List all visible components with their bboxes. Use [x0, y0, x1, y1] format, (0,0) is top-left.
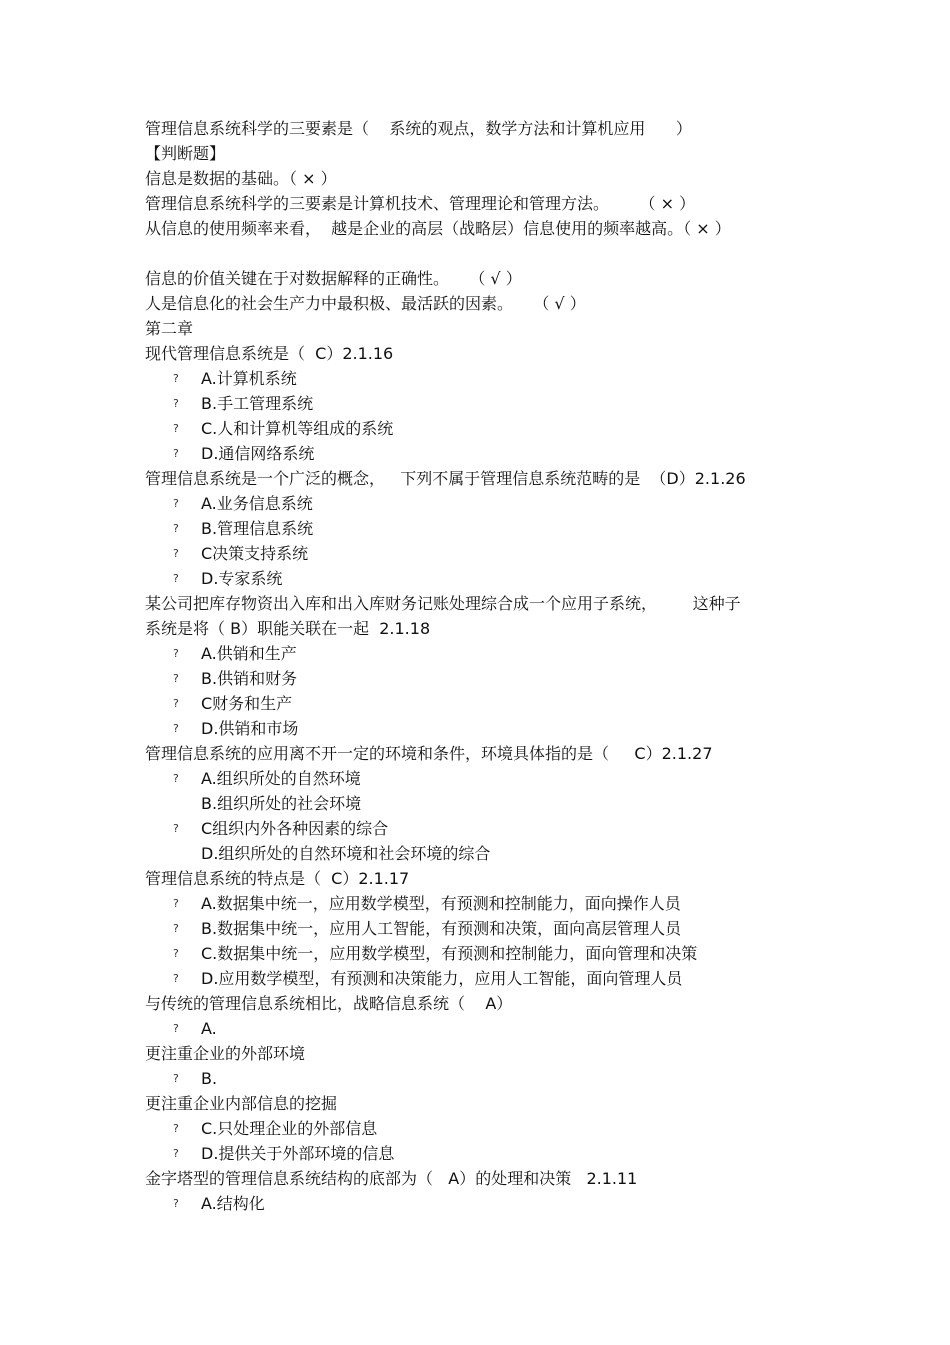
- line-text: A.计算机系统: [201, 369, 297, 388]
- line-text: 管理信息系统科学的三要素是（ 系统的观点，数学方法和计算机应用 ）: [145, 119, 692, 138]
- option-line: [0, 416, 950, 441]
- text-line: [0, 141, 950, 166]
- option-line: [0, 691, 950, 716]
- line-text: B.组织所处的社会环境: [201, 794, 362, 813]
- line-text: A.: [201, 1019, 217, 1038]
- bullet-marker: ?: [173, 672, 179, 685]
- line-text: 信息是数据的基础。（ × ）: [145, 169, 337, 188]
- option-line: [0, 1016, 950, 1041]
- bullet-marker: ?: [173, 947, 179, 960]
- option-line: [0, 491, 950, 516]
- bullet-marker: ?: [173, 397, 179, 410]
- document-body: [0, 116, 950, 1216]
- text-line: [0, 1091, 950, 1116]
- text-line: [0, 166, 950, 191]
- option-line: [0, 941, 950, 966]
- text-line: [0, 1041, 950, 1066]
- line-text: D.应用数学模型，有预测和决策能力，应用人工智能，面向管理人员: [201, 969, 683, 988]
- option-line: [0, 541, 950, 566]
- line-text: A.业务信息系统: [201, 494, 313, 513]
- text-line: [0, 991, 950, 1016]
- line-text: 管理信息系统是一个广泛的概念， 下列不属于管理信息系统范畴的是 （D）2.1.26: [145, 469, 746, 488]
- option-line: [0, 641, 950, 666]
- line-text: D.提供关于外部环境的信息: [201, 1144, 395, 1163]
- text-line: [0, 316, 950, 341]
- line-text: 系统是将（ B）职能关联在一起 2.1.18: [145, 619, 431, 638]
- line-text: D.通信网络系统: [201, 444, 315, 463]
- bullet-marker: ?: [173, 722, 179, 735]
- line-text: 管理信息系统的特点是（ C）2.1.17: [145, 869, 410, 888]
- line-text: 金字塔型的管理信息系统结构的底部为（ A）的处理和决策 2.1.11: [145, 1169, 638, 1188]
- option-line: [0, 1141, 950, 1166]
- line-text: 更注重企业的外部环境: [145, 1044, 306, 1063]
- line-text: A.供销和生产: [201, 644, 297, 663]
- text-line: [0, 616, 950, 641]
- line-text: B.供销和财务: [201, 669, 298, 688]
- option-line: [0, 916, 950, 941]
- line-text: C组织内外各种因素的综合: [201, 819, 389, 838]
- line-text: B.数据集中统一，应用人工智能，有预测和决策，面向高层管理人员: [201, 919, 682, 938]
- bullet-marker: ?: [173, 1147, 179, 1160]
- line-text: A.结构化: [201, 1194, 265, 1213]
- bullet-marker: ?: [173, 447, 179, 460]
- text-line: [0, 341, 950, 366]
- option-line: [0, 816, 950, 841]
- line-text: C.人和计算机等组成的系统: [201, 419, 394, 438]
- text-line: [0, 266, 950, 291]
- bullet-marker: ?: [173, 897, 179, 910]
- text-line: [0, 591, 950, 616]
- line-text: 管理信息系统的应用离不开一定的环境和条件，环境具体指的是（ C）2.1.27: [145, 744, 713, 763]
- option-line: [0, 766, 950, 791]
- line-text: D.供销和市场: [201, 719, 299, 738]
- line-text: 管理信息系统科学的三要素是计算机技术、管理理论和管理方法。 （ × ）: [145, 194, 696, 213]
- bullet-marker: ?: [173, 497, 179, 510]
- line-text: B.: [201, 1069, 218, 1088]
- bullet-marker: ?: [173, 647, 179, 660]
- line-text: 第二章: [145, 319, 194, 338]
- bullet-marker: ?: [173, 547, 179, 560]
- bullet-marker: ?: [173, 1072, 179, 1085]
- bullet-marker: ?: [173, 1022, 179, 1035]
- line-text: C.只处理企业的外部信息: [201, 1119, 378, 1138]
- bullet-marker: ?: [173, 522, 179, 535]
- option-line: [0, 566, 950, 591]
- line-text: A.组织所处的自然环境: [201, 769, 361, 788]
- line-text: A.数据集中统一，应用数学模型，有预测和控制能力，面向操作人员: [201, 894, 681, 913]
- option-line: [0, 391, 950, 416]
- text-line: [0, 741, 950, 766]
- line-text: B.管理信息系统: [201, 519, 314, 538]
- option-line: [0, 1116, 950, 1141]
- line-text: C决策支持系统: [201, 544, 309, 563]
- line-text: 信息的价值关键在于对数据解释的正确性。 （ √ ）: [145, 269, 522, 288]
- text-line: [0, 216, 950, 241]
- text-line: [0, 191, 950, 216]
- line-text: C.数据集中统一，应用数学模型，有预测和控制能力，面向管理和决策: [201, 944, 698, 963]
- option-line: [0, 441, 950, 466]
- option-line: [0, 716, 950, 741]
- option-line: [0, 791, 950, 816]
- option-line: [0, 1191, 950, 1216]
- line-text: 更注重企业内部信息的挖掘: [145, 1094, 338, 1113]
- option-line: [0, 841, 950, 866]
- line-text: 人是信息化的社会生产力中最积极、最活跃的因素。 （ √ ）: [145, 294, 586, 313]
- bullet-marker: ?: [173, 772, 179, 785]
- bullet-marker: ?: [173, 922, 179, 935]
- text-line: [0, 291, 950, 316]
- line-text: 现代管理信息系统是（ C）2.1.16: [145, 344, 394, 363]
- bullet-marker: ?: [173, 422, 179, 435]
- text-line: [0, 466, 950, 491]
- text-line: [0, 866, 950, 891]
- line-text: D.组织所处的自然环境和社会环境的综合: [201, 844, 491, 863]
- bullet-marker: ?: [173, 1122, 179, 1135]
- option-line: [0, 516, 950, 541]
- line-text: 某公司把库存物资出入库和出入库财务记账处理综合成一个应用子系统， 这种子: [145, 594, 741, 613]
- line-text: C财务和生产: [201, 694, 293, 713]
- bullet-marker: ?: [173, 372, 179, 385]
- option-line: [0, 666, 950, 691]
- option-line: [0, 891, 950, 916]
- bullet-marker: ?: [173, 1197, 179, 1210]
- line-text: B.手工管理系统: [201, 394, 314, 413]
- bullet-marker: ?: [173, 822, 179, 835]
- option-line: [0, 366, 950, 391]
- option-line: [0, 1066, 950, 1091]
- bullet-marker: ?: [173, 972, 179, 985]
- line-text: 与传统的管理信息系统相比，战略信息系统（ A）: [145, 994, 513, 1013]
- option-line: [0, 966, 950, 991]
- line-text: D.专家系统: [201, 569, 283, 588]
- blank-line: [0, 241, 950, 266]
- text-line: [0, 116, 950, 141]
- line-text: 从信息的使用频率来看， 越是企业的高层（战略层）信息使用的频率越高。（ × ）: [145, 219, 731, 238]
- text-line: [0, 1166, 950, 1191]
- bullet-marker: ?: [173, 697, 179, 710]
- line-text: 【判断题】: [145, 144, 226, 163]
- bullet-marker: ?: [173, 572, 179, 585]
